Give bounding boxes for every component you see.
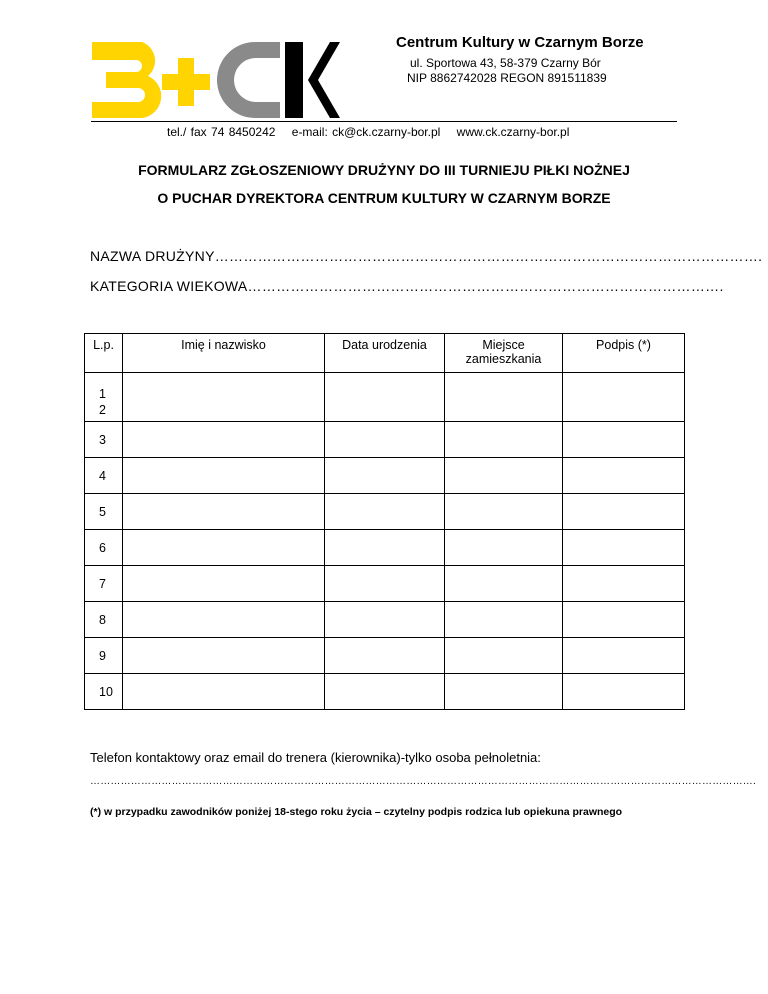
cell-name[interactable] bbox=[123, 638, 325, 674]
cell-signature[interactable] bbox=[563, 674, 685, 710]
cell-residence[interactable] bbox=[445, 566, 563, 602]
cell-lp: 8 bbox=[85, 602, 123, 638]
logo-k-glyph bbox=[285, 42, 340, 118]
cell-residence[interactable] bbox=[445, 458, 563, 494]
signature-footnote: (*) w przypadku zawodników poniżej 18-stego roku życia – czytelny podpis rodzica lub opiekuna prawnego bbox=[90, 806, 623, 818]
website-link[interactable]: www.ck.czarny-bor.pl bbox=[456, 125, 570, 139]
cell-birthdate[interactable] bbox=[325, 494, 445, 530]
ck-logo bbox=[90, 40, 340, 120]
table-row bbox=[85, 530, 685, 566]
cell-lp: 7 bbox=[85, 566, 123, 602]
form-title-line-1: FORMULARZ ZGŁOSZENIOWY DRUŻYNY DO III TURNIEJU PIŁKI NOŻNEJ bbox=[138, 162, 630, 178]
cell-name[interactable] bbox=[123, 422, 325, 458]
cell-lp: 3 bbox=[85, 422, 123, 458]
cell-birthdate[interactable] bbox=[325, 674, 445, 710]
cell-lp: 5 bbox=[85, 494, 123, 530]
form-title-line-2: O PUCHAR DYREKTORA CENTRUM KULTURY W CZARNYM BORZE bbox=[157, 190, 611, 206]
org-tax-ids: NIP 8862742028 REGON 891511839 bbox=[407, 71, 607, 85]
cell-lp: 9 bbox=[85, 638, 123, 674]
logo-c-glyph bbox=[217, 42, 280, 118]
cell-signature[interactable] bbox=[563, 458, 685, 494]
cell-signature[interactable] bbox=[563, 373, 685, 422]
cell-signature[interactable] bbox=[563, 494, 685, 530]
logo-3-glyph bbox=[92, 42, 161, 118]
cell-signature[interactable] bbox=[563, 422, 685, 458]
cell-name[interactable] bbox=[123, 373, 325, 422]
table-row bbox=[85, 458, 685, 494]
table-row bbox=[85, 602, 685, 638]
cell-name[interactable] bbox=[123, 566, 325, 602]
cell-lp: 1 2 bbox=[85, 373, 123, 422]
cell-birthdate[interactable] bbox=[325, 530, 445, 566]
cell-name[interactable] bbox=[123, 530, 325, 566]
header-divider bbox=[91, 121, 677, 122]
table-row bbox=[85, 566, 685, 602]
col-header-name: Imię i nazwisko bbox=[123, 334, 325, 373]
age-category-field[interactable]: KATEGORIA WIEKOWA………………………………………………………………………………………. bbox=[90, 278, 724, 294]
table-row bbox=[85, 422, 685, 458]
cell-signature[interactable] bbox=[563, 638, 685, 674]
table-row bbox=[85, 674, 685, 710]
col-header-signature: Podpis (*) bbox=[563, 334, 685, 373]
cell-name[interactable] bbox=[123, 458, 325, 494]
contact-prompt: Telefon kontaktowy oraz email do trenera (kierownika)-tylko osoba pełnoletnia: bbox=[90, 750, 541, 765]
table-row bbox=[85, 373, 685, 422]
cell-residence[interactable] bbox=[445, 602, 563, 638]
cell-lp: 10 bbox=[85, 674, 123, 710]
cell-residence[interactable] bbox=[445, 373, 563, 422]
cell-residence[interactable] bbox=[445, 674, 563, 710]
cell-birthdate[interactable] bbox=[325, 458, 445, 494]
table-row bbox=[85, 494, 685, 530]
cell-name[interactable] bbox=[123, 674, 325, 710]
players-table bbox=[84, 333, 685, 710]
cell-lp: 4 bbox=[85, 458, 123, 494]
cell-residence[interactable] bbox=[445, 638, 563, 674]
cell-signature[interactable] bbox=[563, 566, 685, 602]
cell-residence[interactable] bbox=[445, 422, 563, 458]
col-header-lp: L.p. bbox=[85, 334, 123, 373]
contact-line bbox=[167, 125, 581, 139]
team-name-field[interactable]: NAZWA DRUŻYNY……………………………………………………………………………………………………. bbox=[90, 248, 763, 264]
cell-residence[interactable] bbox=[445, 494, 563, 530]
cell-birthdate[interactable] bbox=[325, 373, 445, 422]
cell-birthdate[interactable] bbox=[325, 602, 445, 638]
cell-birthdate[interactable] bbox=[325, 638, 445, 674]
logo-plus-glyph bbox=[162, 58, 210, 106]
org-address: ul. Sportowa 43, 58-379 Czarny Bór bbox=[410, 56, 601, 70]
org-name: Centrum Kultury w Czarnym Borze bbox=[396, 34, 644, 51]
phone-text: tel./ fax 74 8450242 bbox=[167, 125, 276, 139]
cell-name[interactable] bbox=[123, 494, 325, 530]
cell-birthdate[interactable] bbox=[325, 566, 445, 602]
table-header-row bbox=[85, 334, 685, 373]
col-header-residence: Miejsce zamieszkania bbox=[445, 334, 563, 373]
table-row bbox=[85, 638, 685, 674]
cell-name[interactable] bbox=[123, 602, 325, 638]
col-header-birthdate: Data urodzenia bbox=[325, 334, 445, 373]
email-text: e-mail: ck@ck.czarny-bor.pl bbox=[291, 125, 441, 139]
cell-lp: 6 bbox=[85, 530, 123, 566]
cell-residence[interactable] bbox=[445, 530, 563, 566]
cell-signature[interactable] bbox=[563, 530, 685, 566]
cell-signature[interactable] bbox=[563, 602, 685, 638]
cell-birthdate[interactable] bbox=[325, 422, 445, 458]
contact-input-line[interactable]: ……………………………………………………………………………………………………………………………………………………………………………. bbox=[90, 776, 756, 787]
